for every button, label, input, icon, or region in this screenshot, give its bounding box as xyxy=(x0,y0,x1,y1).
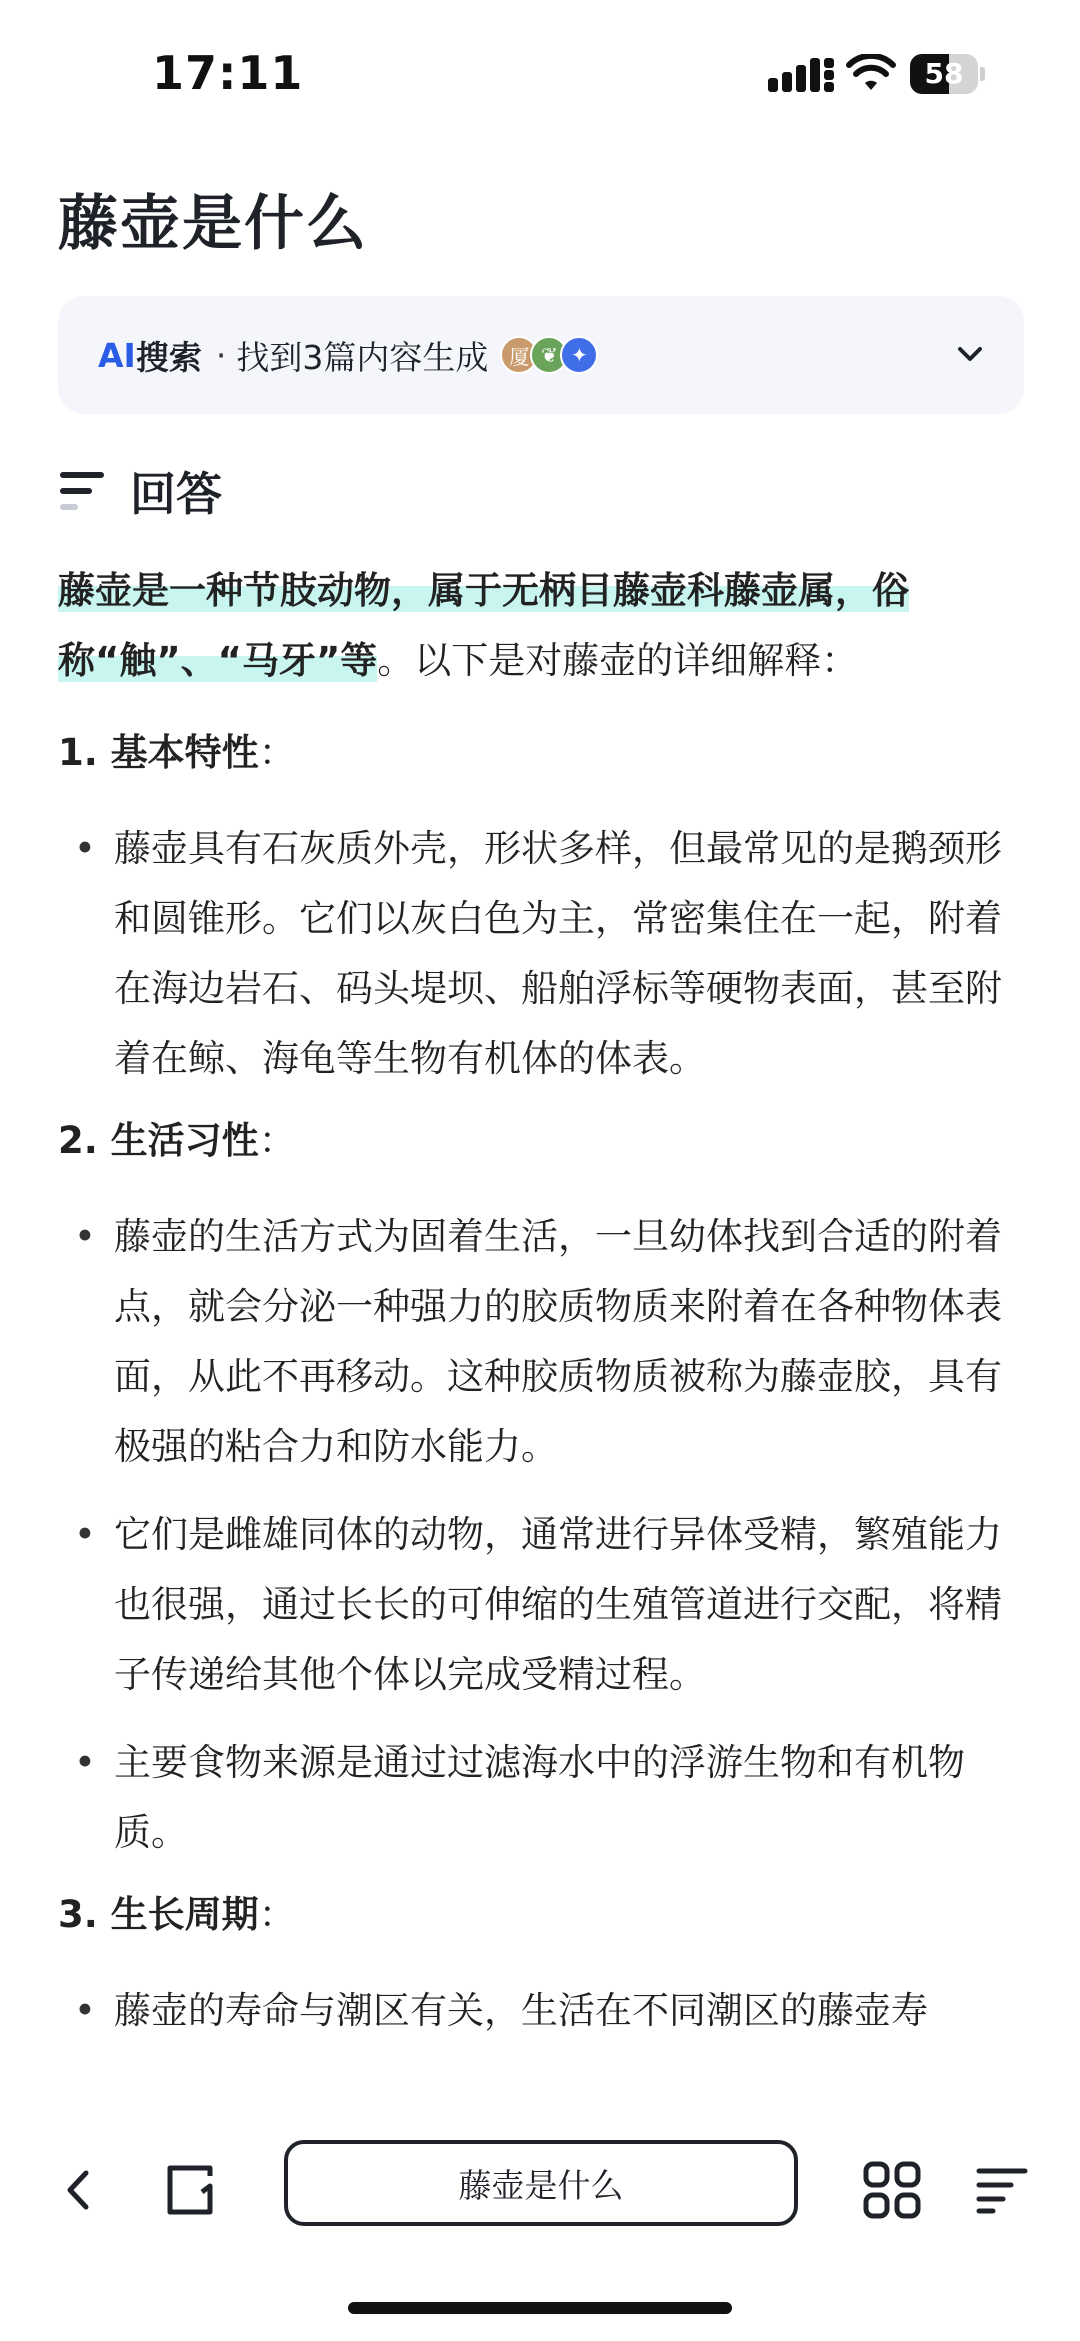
back-button[interactable] xyxy=(44,2154,116,2226)
section-title-habits: 2. 生活习性： xyxy=(58,1119,296,1162)
cellular-signal-icon xyxy=(768,58,834,92)
grid-icon xyxy=(862,2160,922,2220)
ai-label: AI xyxy=(98,335,136,375)
grid-button[interactable] xyxy=(856,2154,928,2226)
intro-rest: 。以下是对藤壶的详细解释： xyxy=(377,639,859,682)
list-item: • 它们是雌雄同体的动物，通常进行异体受精，繁殖能力也很强，通过长长的可伸缩的生殖管道进行交配，将精子传递给其他个体以完成受精过程。 xyxy=(58,1500,1024,1710)
answer-content xyxy=(58,556,1024,2046)
source-avatars[interactable] xyxy=(500,336,598,374)
intro-paragraph xyxy=(58,556,1024,696)
tabs-button[interactable] xyxy=(156,2154,228,2226)
section-list-growth xyxy=(58,1976,1024,2046)
section-list-habits xyxy=(58,1202,1024,1868)
answer-heading xyxy=(58,458,222,524)
battery-percent: 58 xyxy=(924,57,964,90)
answer-lines-icon xyxy=(58,466,108,516)
ai-search-word: 搜索 xyxy=(135,337,202,377)
section-title-growth: 3. 生长周期： xyxy=(58,1893,296,1936)
source-avatar-2: ❦ xyxy=(530,336,568,374)
menu-button[interactable] xyxy=(966,2154,1038,2226)
status-time: 17:11 xyxy=(152,46,304,100)
chevron-down-icon[interactable] xyxy=(952,336,988,372)
back-icon xyxy=(60,2167,100,2213)
section-title-basic: 1. 基本特性： xyxy=(58,731,296,774)
menu-icon xyxy=(975,2165,1029,2215)
ai-search-card[interactable] xyxy=(58,296,1024,414)
search-query-box[interactable]: 藤壶是什么 xyxy=(284,2140,798,2226)
wifi-icon xyxy=(846,54,896,94)
intro-highlight: 藤壶是一种节肢动物，属于无柄目藤壶科藤壶属，俗称“触”、“马牙”等 xyxy=(58,569,909,682)
answer-label: 回答 xyxy=(130,467,222,521)
list-item: • 主要食物来源是通过过滤海水中的浮游生物和有机物质。 xyxy=(58,1728,1024,1868)
source-avatar-1: 厦 xyxy=(500,336,538,374)
page-title: 藤壶是什么 xyxy=(58,189,368,259)
tabs-icon xyxy=(164,2162,220,2218)
battery-indicator xyxy=(910,54,986,94)
ai-summary-text: 找到3篇内容生成 xyxy=(236,337,489,377)
section-list-basic xyxy=(58,814,1024,1094)
list-item: • 藤壶具有石灰质外壳，形状多样，但最常见的是鹅颈形和圆锥形。它们以灰白色为主，常密集住在一起，附着在海边岩石、码头堤坝、船舶浮标等硬物表面，甚至附着在鲸、海龟等生物有机体的体表。 xyxy=(58,814,1024,1094)
ai-separator: · xyxy=(215,335,227,375)
status-bar xyxy=(0,0,1080,150)
bottom-toolbar xyxy=(0,2126,1080,2256)
source-avatar-3: ✦ xyxy=(560,336,598,374)
list-item: • 藤壶的生活方式为固着生活，一旦幼体找到合适的附着点，就会分泌一种强力的胶质物质来附着在各种物体表面，从此不再移动。这种胶质物质被称为藤壶胶，具有极强的粘合力和防水能力。 xyxy=(58,1202,1024,1482)
home-indicator[interactable] xyxy=(348,2302,732,2314)
list-item: • 藤壶的寿命与潮区有关，生活在不同潮区的藤壶寿 xyxy=(58,1976,1024,2046)
